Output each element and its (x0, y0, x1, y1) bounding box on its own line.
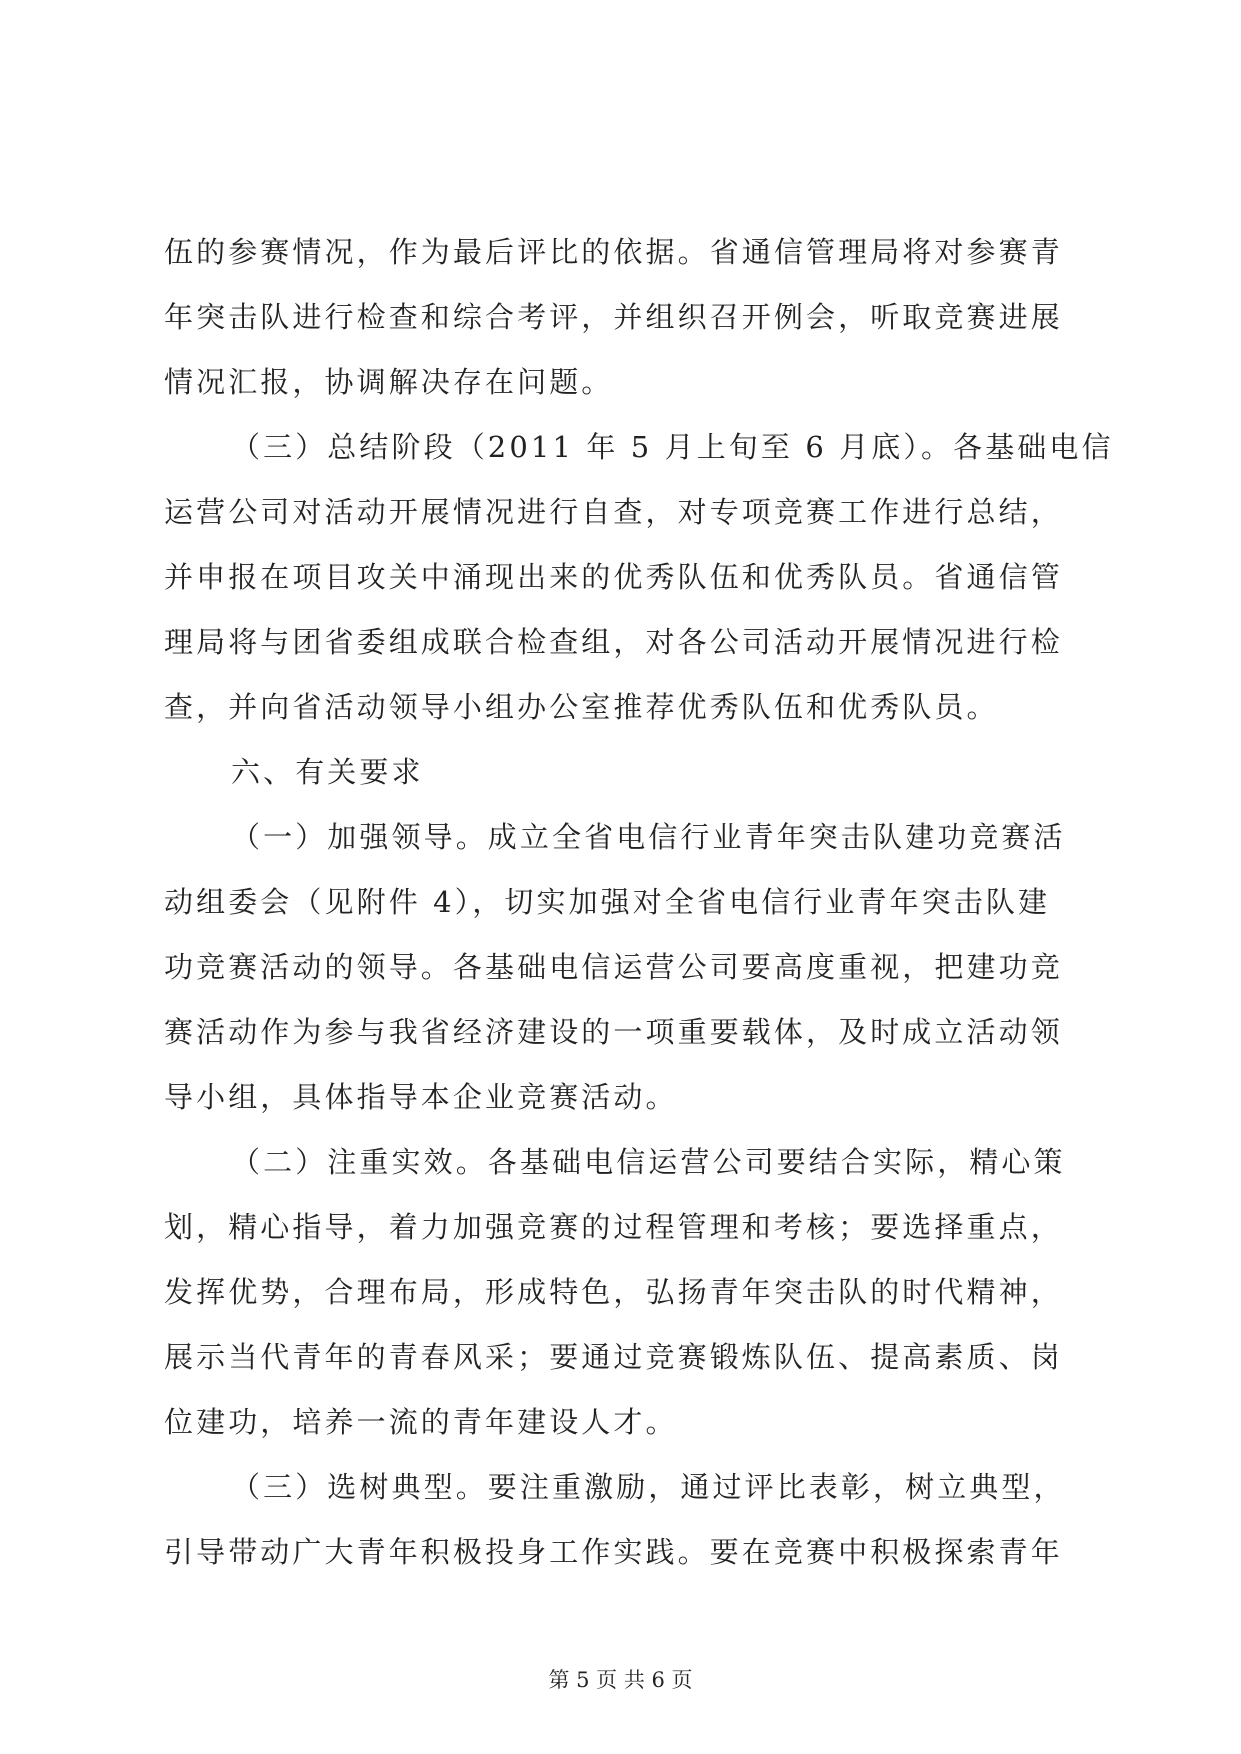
paragraph-line: （一）加强领导。成立全省电信行业青年突击队建功竞赛活 (231, 820, 1066, 854)
paragraph-line: 理局将与团省委组成联合检查组，对各公司活动开展情况进行检 (164, 625, 1063, 659)
paragraph-line: 展示当代青年的青春风采；要通过竞赛锻炼队伍、提高素质、岗 (164, 1340, 1063, 1374)
paragraph-line: 并申报在项目攻关中涌现出来的优秀队伍和优秀队员。省通信管 (164, 560, 1063, 594)
paragraph-line: 查，并向省活动领导小组办公室推荐优秀队伍和优秀队员。 (164, 690, 999, 724)
paragraph-line: 导小组，具体指导本企业竞赛活动。 (164, 1080, 678, 1114)
paragraph-line: 划，精心指导，着力加强竞赛的过程管理和考核；要选择重点， (164, 1210, 1063, 1244)
paragraph-line: 赛活动作为参与我省经济建设的一项重要载体，及时成立活动领 (164, 1015, 1063, 1049)
paragraph-line: 情况汇报，协调解决存在问题。 (164, 365, 614, 399)
paragraph-line: 年突击队进行检查和综合考评，并组织召开例会，听取竞赛进展 (164, 300, 1063, 334)
paragraph-line: 位建功，培养一流的青年建设人才。 (164, 1405, 678, 1439)
paragraph-line: 引导带动广大青年积极投身工作实践。要在竞赛中积极探索青年 (164, 1535, 1063, 1569)
paragraph-line: （三）选树典型。要注重激励，通过评比表彰，树立典型， (231, 1470, 1066, 1504)
paragraph-line: 运营公司对活动开展情况进行自查，对专项竞赛工作进行总结， (164, 495, 1063, 529)
paragraph-line: 动组委会（见附件 4），切实加强对全省电信行业青年突击队建 (164, 885, 1051, 919)
paragraph-line: 功竞赛活动的领导。各基础电信运营公司要高度重视，把建功竞 (164, 950, 1063, 984)
page-number-footer: 第 5 页 共 6 页 (548, 1668, 693, 1692)
paragraph-line: （二）注重实效。各基础电信运营公司要结合实际，精心策 (231, 1145, 1066, 1179)
paragraph-line: 发挥优势，合理布局，形成特色，弘扬青年突击队的时代精神， (164, 1275, 1063, 1309)
paragraph-line: 伍的参赛情况，作为最后评比的依据。省通信管理局将对参赛青 (164, 235, 1063, 269)
paragraph-line: （三）总结阶段（2011 年 5 月上旬至 6 月底）。各基础电信 (231, 430, 1114, 464)
section-heading: 六、有关要求 (231, 755, 424, 789)
